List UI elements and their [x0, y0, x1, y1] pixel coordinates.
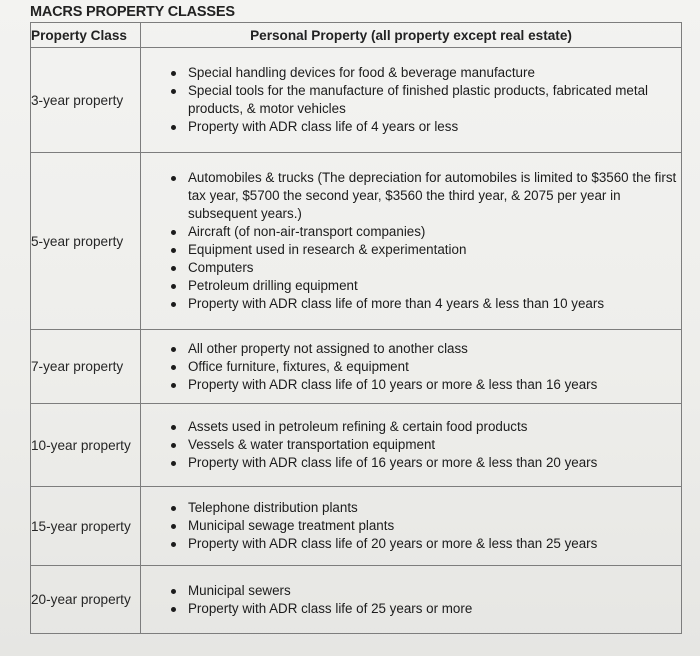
- bullet-list: [141, 418, 681, 472]
- list-item: Municipal sewage treatment plants: [168, 517, 681, 535]
- table-row: [31, 153, 682, 330]
- description-cell: [141, 566, 682, 634]
- header-personal-property: Personal Property (all property except real estate): [141, 23, 682, 48]
- list-item: Computers: [168, 259, 681, 277]
- list-item: Property with ADR class life of 4 years or less: [168, 118, 681, 136]
- list-item: Property with ADR class life of 10 years or more & less than 16 years: [168, 376, 681, 394]
- table-row: [31, 566, 682, 634]
- bullet-list: [141, 582, 681, 618]
- bullet-list: [141, 64, 681, 136]
- description-cell: [141, 404, 682, 487]
- list-item: Telephone distribution plants: [168, 499, 681, 517]
- list-item: Office furniture, fixtures, & equipment: [168, 358, 681, 376]
- list-item: Municipal sewers: [168, 582, 681, 600]
- property-class-cell: 5-year property: [31, 153, 141, 330]
- table-row: [31, 48, 682, 153]
- list-item: Property with ADR class life of 20 years or more & less than 25 years: [168, 535, 681, 553]
- macrs-table: [30, 22, 682, 634]
- list-item: Special handling devices for food & beverage manufacture: [168, 64, 681, 82]
- description-cell: [141, 330, 682, 404]
- list-item: Vessels & water transportation equipment: [168, 436, 681, 454]
- property-class-cell: 3-year property: [31, 48, 141, 153]
- list-item: Equipment used in research & experimentation: [168, 241, 681, 259]
- list-item: Property with ADR class life of 25 years or more: [168, 600, 681, 618]
- list-item: Assets used in petroleum refining & certain food products: [168, 418, 681, 436]
- list-item: Automobiles & trucks (The depreciation for automobiles is limited to $3560 the first tax year, $5700 the second year, $3560 the third year, & 2075 per year in subsequent years.): [168, 169, 681, 223]
- table-row: [31, 330, 682, 404]
- list-item: Property with ADR class life of more than 4 years & less than 10 years: [168, 295, 681, 313]
- property-class-cell: 15-year property: [31, 487, 141, 566]
- property-class-cell: 7-year property: [31, 330, 141, 404]
- list-item: All other property not assigned to another class: [168, 340, 681, 358]
- table-row: [31, 487, 682, 566]
- bullet-list: [141, 499, 681, 553]
- description-cell: [141, 153, 682, 330]
- list-item: Special tools for the manufacture of finished plastic products, fabricated metal products, & motor vehicles: [168, 82, 681, 118]
- table-header-row: [31, 23, 682, 48]
- description-cell: [141, 487, 682, 566]
- property-class-cell: 10-year property: [31, 404, 141, 487]
- bullet-list: [141, 169, 681, 313]
- description-cell: [141, 48, 682, 153]
- property-class-cell: 20-year property: [31, 566, 141, 634]
- list-item: Aircraft (of non-air-transport companies): [168, 223, 681, 241]
- list-item: Petroleum drilling equipment: [168, 277, 681, 295]
- bullet-list: [141, 340, 681, 394]
- document-title: MACRS PROPERTY CLASSES: [30, 4, 235, 20]
- list-item: Property with ADR class life of 16 years or more & less than 20 years: [168, 454, 681, 472]
- table-row: [31, 404, 682, 487]
- header-property-class: Property Class: [31, 23, 141, 48]
